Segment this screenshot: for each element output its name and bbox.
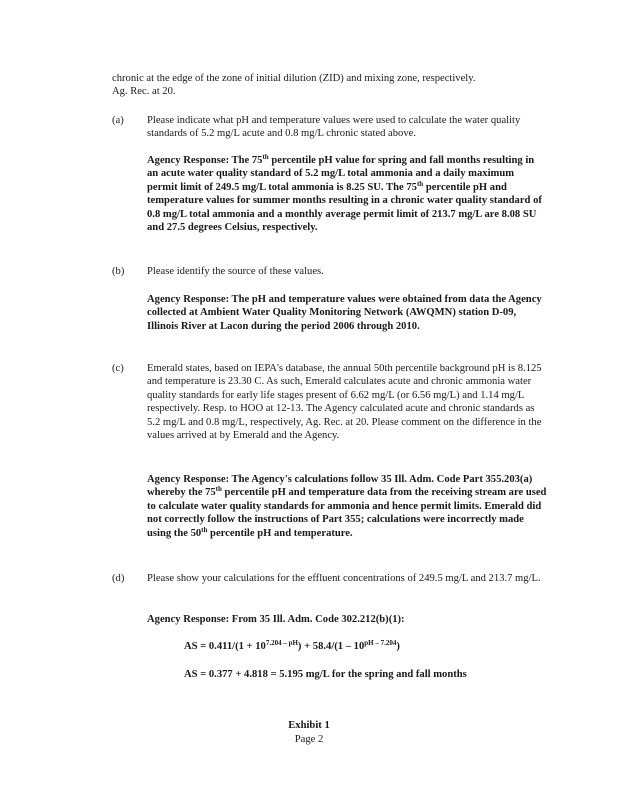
intro-line-1: chronic at the edge of the zone of initial dilution (ZID) and mixing zone, respectively.	[112, 73, 476, 84]
item-d-marker: (d)	[112, 573, 125, 584]
formula-as-result: AS = 0.377 + 4.818 = 5.195 mg/L for the spring and fall months	[184, 669, 467, 680]
footer-exhibit: Exhibit 1	[288, 720, 330, 731]
item-a-marker: (a)	[112, 115, 124, 126]
item-c-question: Emerald states, based on IEPA's database, the annual 50th percentile background pH is 8.125 and temperature is 23.30 C. As such, Emerald calculates acute and chronic ammonia water quality standards for early life stages present of 6.62 mg/L (or 6.56 mg/L) and 1.14 mg/L respectively. Resp. to HOO at 12-13. The Agency calculated acute and chronic standards as 5.2 mg/L and 0.8 mg/L, respectively, Ag. Rec. at 20. Please comment on the difference in the values arrived at by Emerald and the Agency.	[147, 363, 542, 442]
item-b-question: Please identify the source of these values.	[147, 266, 324, 277]
item-d-response: Agency Response: From 35 Ill. Adm. Code 302.212(b)(1):	[147, 614, 405, 625]
footer-page-number: Page 2	[294, 734, 324, 745]
intro-paragraph	[112, 72, 552, 99]
item-c-response: Agency Response: The Agency's calculations follow 35 Ill. Adm. Code Part 355.203(a) whereby the 75th percentile pH and temperature data from the receiving stream are used to calculate water quality standards for ammonia and hence permit limits. Emerald did not correctly follow the instructions of Part 355; calculations were incorrectly made using the 50th percentile pH and temperature.	[147, 474, 547, 539]
item-b-response: Agency Response: The pH and temperature values were obtained from data the Agency collected at Ambient Water Quality Monitoring Network (AWQMN) station D-09, Illinois River at Lacon during the period 2006 through 2010.	[147, 294, 542, 332]
intro-line-2: Ag. Rec. at 20.	[112, 86, 176, 98]
item-c-marker: (c)	[112, 363, 124, 374]
item-a-question: Please indicate what pH and temperature values were used to calculate the water quality standards of 5.2 mg/L acute and 0.8 mg/L chronic stated above.	[147, 115, 521, 140]
formula-as-equation: AS = $0.411/(1 + 10^{7.204 - pH}) + 58.4/(1 - 10^{pH - 7.204})$	[184, 639, 400, 652]
item-a-response: Agency Response: The 75th percentile pH value for spring and fall months resulting in an acute water quality standard of 5.2 mg/L total ammonia and a daily maximum permit limit of 249.5 mg/L total ammonia is 8.25 SU. The 75th percentile pH and temperature values for summer months resulting in a chronic water quality standard of 0.8 mg/L total ammonia and a monthly average permit limit of 213.7 mg/L are 8.08 SU and 27.5 degrees Celsius, respectively.	[147, 153, 542, 234]
item-b-marker: (b)	[112, 266, 125, 277]
item-d-question: Please show your calculations for the effluent concentrations of 249.5 mg/L and 213.7 mg/L.	[147, 573, 541, 584]
